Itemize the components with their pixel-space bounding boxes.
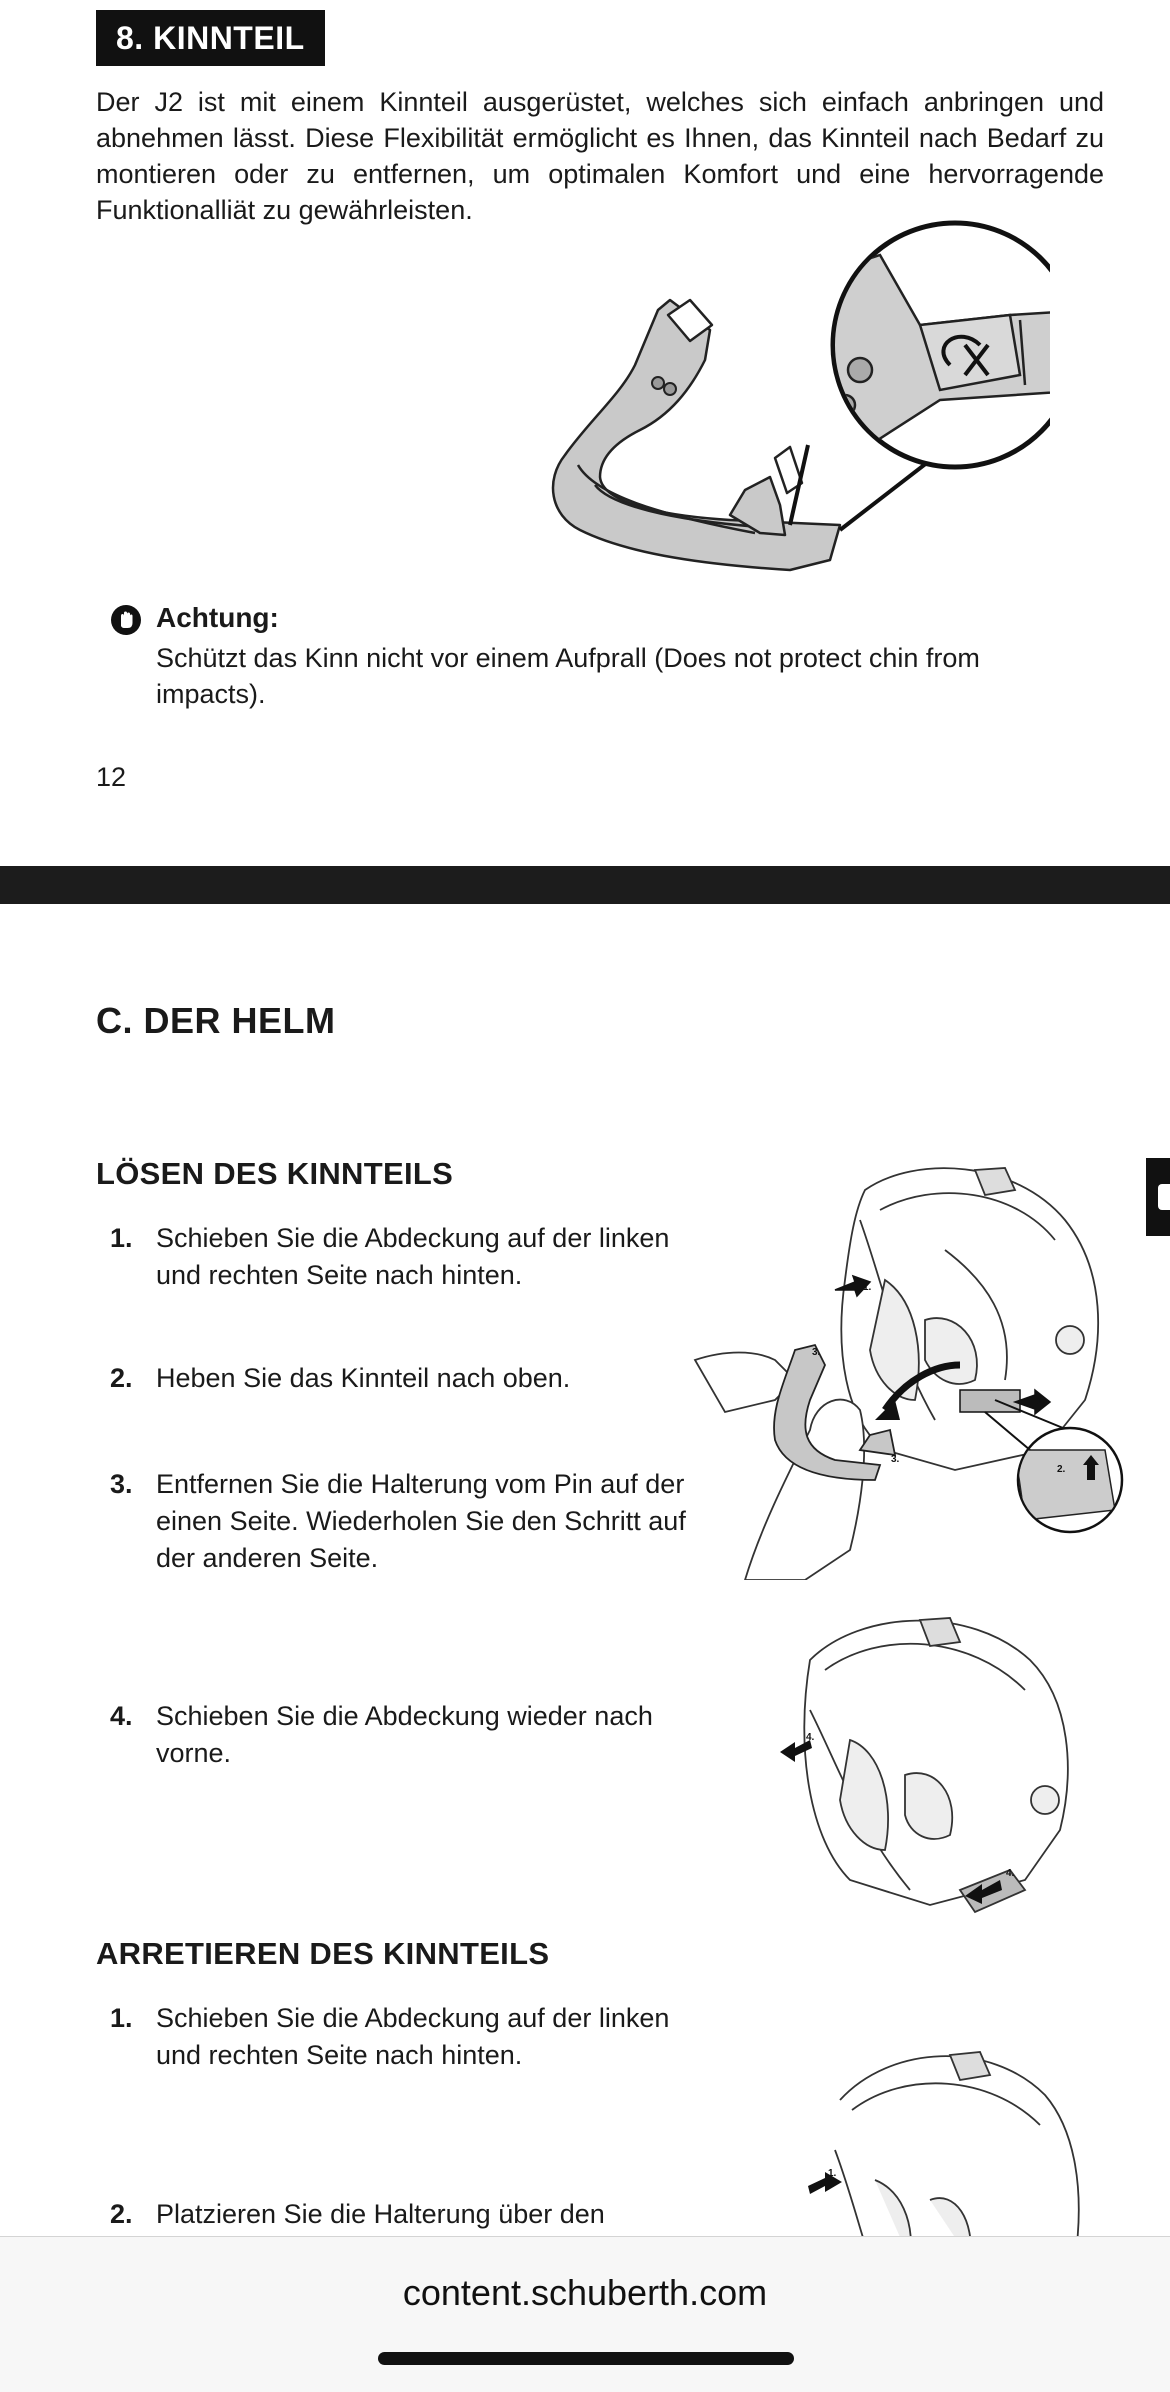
figure-label: 4. — [1006, 1868, 1015, 1879]
figure-label: 1. — [863, 1282, 872, 1293]
step-number: 3. — [110, 1469, 133, 1499]
loosen-chin-heading: LÖSEN DES KINNTEILS — [96, 1156, 454, 1191]
list-item — [110, 1698, 710, 1772]
warning-title: Achtung: — [156, 602, 279, 633]
step-number: 2. — [110, 1363, 133, 1393]
intro-paragraph: Der J2 ist mit einem Kinnteil ausgerüstet, welches sich einfach anbringen und abnehmen lässt. Diese Flexibilität ermöglicht es Ihnen, das Kinnteil nach Bedarf zu montieren oder zu entfernen, um optimalen Komfort und eine hervorragende Funktionalliät zu gewährleisten. — [96, 87, 1104, 225]
figure-label: 4. — [806, 1732, 815, 1743]
stop-hand-icon — [110, 604, 142, 636]
figure-label: 3. — [812, 1347, 821, 1358]
section-title-badge: 8. KINNTEIL — [96, 10, 325, 66]
figure-label: 2. — [1057, 1464, 1066, 1475]
step-text: Schieben Sie die Abdeckung auf der linken und rechten Seite nach hinten. — [156, 1223, 670, 1290]
page-number: 12 — [96, 762, 127, 792]
browser-bottom-bar — [0, 2236, 1170, 2392]
lock-chin-heading: ARRETIEREN DES KINNTEILS — [96, 1936, 550, 1971]
chapter-edge-tab-notch — [1158, 1184, 1170, 1210]
helmet-lock-chin-illustration — [790, 2030, 1090, 2236]
list-item — [110, 2196, 710, 2233]
step-number: 2. — [110, 2199, 133, 2229]
warning-text: Schützt das Kinn nicht vor einem Aufprall (Does not protect chin from impacts). — [156, 643, 980, 709]
step-text: Schieben Sie die Abdeckung wieder nach vorne. — [156, 1701, 653, 1768]
figure-label: 1. — [828, 2168, 837, 2179]
step-text: Entfernen Sie die Halterung vom Pin auf der einen Seite. Wiederholen Sie den Schritt auf der anderen Seite. — [156, 1469, 686, 1573]
step-text: Schieben Sie die Abdeckung auf der linken und rechten Seite nach hinten. — [156, 2003, 670, 2070]
browser-url[interactable]: content.schuberth.com — [402, 2272, 768, 2313]
step-number: 4. — [110, 1701, 133, 1731]
chin-piece-illustration — [540, 215, 1050, 575]
list-item — [110, 1466, 710, 1577]
page-separator — [0, 866, 1170, 904]
chapter-title: C. DER HELM — [96, 1000, 336, 1041]
helmet-remove-chin-illustration — [685, 1150, 1125, 1580]
step-text: Heben Sie das Kinnteil nach oben. — [156, 1363, 571, 1393]
figure-label: 3. — [891, 1454, 900, 1465]
helmet-slide-cover-illustration — [770, 1600, 1090, 1930]
home-indicator[interactable] — [378, 2352, 794, 2365]
list-item — [110, 1360, 710, 1397]
figure-label: 1. — [1037, 1396, 1046, 1407]
step-text: Platzieren Sie die Halterung über den — [156, 2199, 605, 2229]
step-number: 1. — [110, 2003, 133, 2033]
step-number: 1. — [110, 1223, 133, 1253]
list-item — [110, 1220, 710, 1294]
list-item — [110, 2000, 710, 2074]
